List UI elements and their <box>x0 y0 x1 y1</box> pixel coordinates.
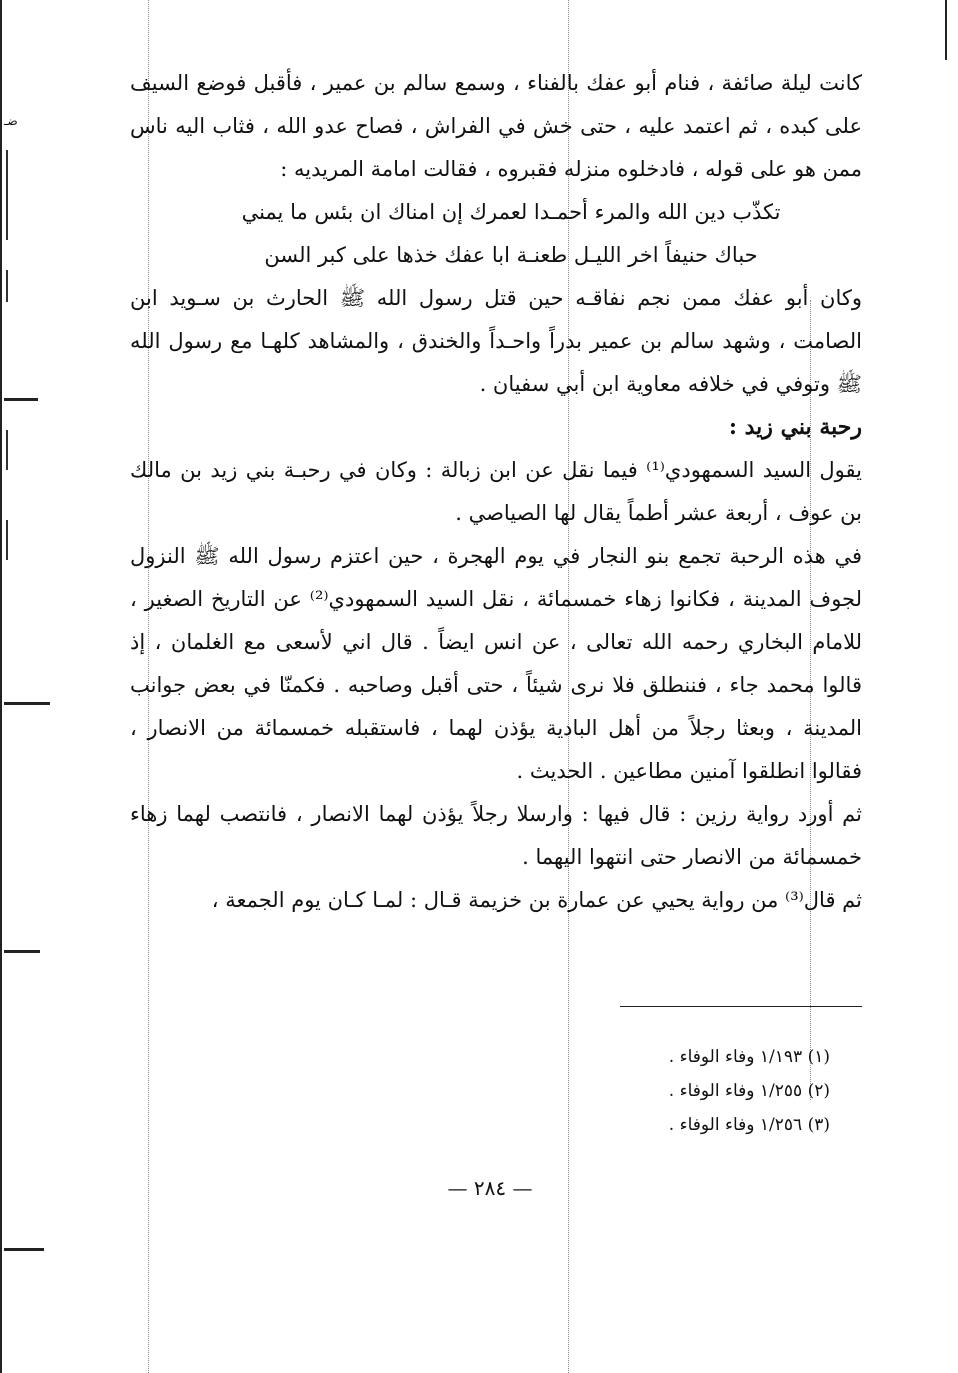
margin-line <box>6 270 8 302</box>
margin-line <box>6 520 8 560</box>
paragraph: يقول السيد السمهودي⁽¹⁾ فيما نقل عن ابن زبالة : وكان في رحبـة بني زيد بن مالك بن عوف ، أربعة عشر أطماً يقال لها الصياصي . <box>130 458 862 525</box>
paragraph: في هذه الرحبة تجمع بنو النجار في يوم الهجرة ، حين اعتزم رسول الله ﷺ النزول لجوف المدينة ، فكانوا زهاء خمسمائة ، نقل السيد السمهودي⁽²⁾ عن التاريخ الصغير ، للامام البخاري رحمه الله تعالى ، عن انس ايضاً . قال اني لأسعى مع الغلمان ، إذ قالوا محمد جاء ، فننطلق فلا نرى شيئاً ، حتى أقبل وصاحبه . فكمنّا في بعض جوانب المدينة ، وبعثا رجلاً من أهل البادية يؤذن لهما ، فاستقبله خمسمائة من الانصار ، فقالوا انطلقوا آمنين مطاعين . الحديث . <box>130 544 862 783</box>
poem-line: حباك حنيفاً اخر الليـل طعنـة ابا عفك خذها على كبر السن <box>264 243 758 267</box>
poem-line: تكذّب دين الله والمرء أحمـدا لعمرك إن امناك ان بئس ما يمني <box>241 200 781 224</box>
main-text <box>130 62 862 922</box>
margin-tick <box>4 950 40 953</box>
footnote: (٣) ١/٢٥٦ وفاء الوفاء . <box>668 1115 830 1135</box>
footnote-separator <box>620 1006 862 1007</box>
page-right-edge-mark <box>945 0 947 60</box>
paragraph: ثم قال⁽³⁾ من رواية يحيي عن عمارة بن خزيمة قـال : لمـا كـان يوم الجمعة ، <box>211 888 862 912</box>
page-left-edge <box>0 0 2 1373</box>
paragraph: ثم أورد رواية رزين : قال فيها : وارسلا رجلاً يؤذن لهما الانصار ، فانتصب لهما زهاء خمسمائة من الانصار حتى انتهوا اليهما . <box>130 802 862 869</box>
margin-tick <box>4 398 38 401</box>
section-heading: رحبة بني زيد : <box>728 414 862 440</box>
margin-line <box>6 430 8 470</box>
margin-tick <box>4 702 50 705</box>
margin-tick <box>4 1248 44 1251</box>
footnote: (١) ١/١٩٣ وفاء الوفاء . <box>668 1047 830 1067</box>
margin-line <box>6 150 8 240</box>
paragraph: كانت ليلة صائفة ، فنام أبو عفك بالفناء ، وسمع سالم بن عمير ، فأقبل فوضع السيف على كبده ، ثم اعتمد عليه ، حتى خش في الفراش ، فصاح عدو الله ، فثاب اليه ناس ممن هو على قوله ، فادخلوه منزله فقبروه ، فقالت امامة المريديه : <box>130 71 862 181</box>
page-number: — ٢٨٤ — <box>447 1176 533 1200</box>
paragraph: وكان أبو عفك ممن نجم نفاقـه حين قتل رسول الله ﷺ الحارث بن سـويد ابن الصامت ، وشهد سالم بن عمير بدراً واحـداً والخندق ، والمشاهد كلهـا مع رسول الله ﷺ وتوفي في خلافه معاوية ابن أبي سفيان . <box>130 286 862 396</box>
footnote: (٢) ١/٢٥٥ وفاء الوفاء . <box>668 1081 830 1101</box>
footnotes <box>500 1040 830 1142</box>
margin-note: ضـ <box>4 114 18 128</box>
